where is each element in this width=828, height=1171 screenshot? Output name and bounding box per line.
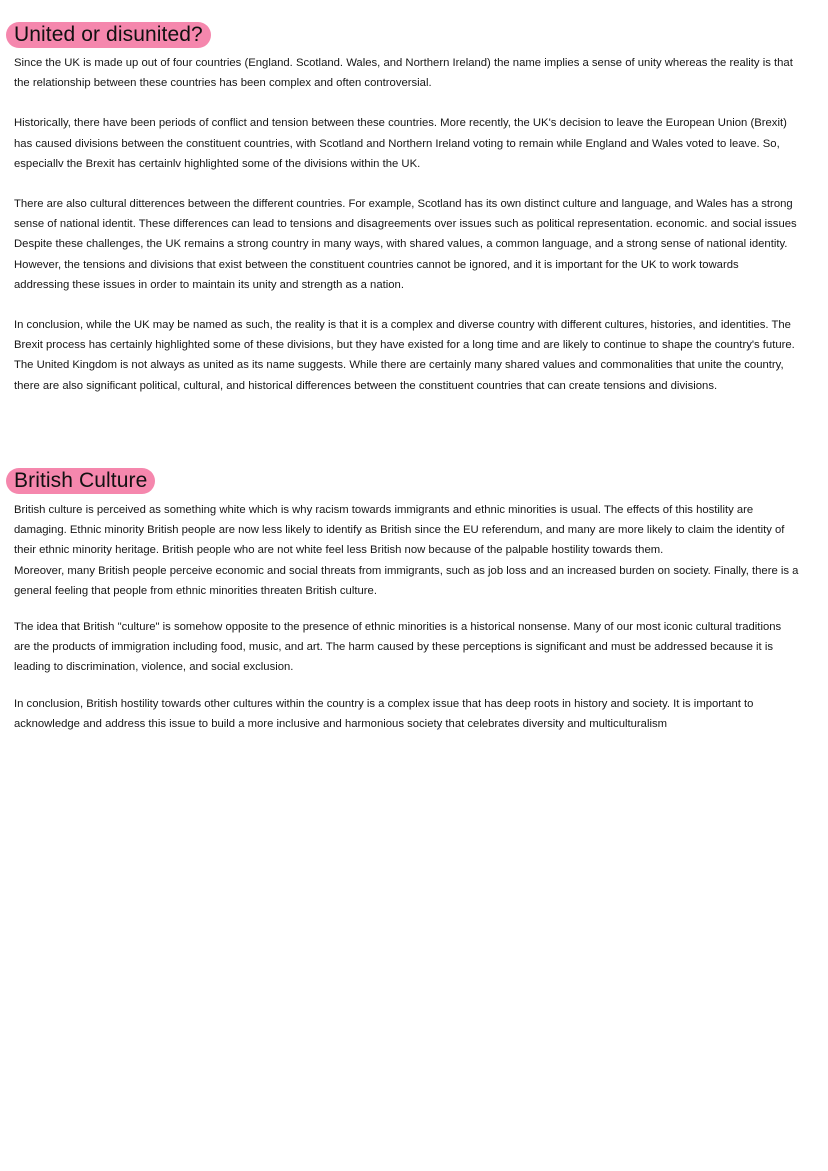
paragraph: There are also cultural ditterences between the different countries. For example, Scotland has its own distinct culture and language, and Wales has a strong sense of national identit. These differences can lead to tensions and disagreements over issues such as political representation. economic. and social issues Despite these challenges, the UK remains a strong country in many ways, with shared values, a common language, and a strong sense of national identity. However, the tensions and divisions that exist between the constituent countries cannot be ignored, and it is important for the UK to work towards addressing these issues in order to maintain its unity and strength as a nation. [14,198,797,291]
paragraph: Since the UK is made up out of four countries (England. Scotland. Wales, and Northern Ireland) the name implies a sense of unity whereas the reality is that the relationship between these countries has been complex and often controversial. [14,57,793,90]
paragraph: In conclusion, while the UK may be named as such, the reality is that it is a complex and diverse country with different cultures, histories, and identities. The Brexit process has certainly highlighted some of these divisions, but they have existed for a long time and are likely to continue to shape the country's future. The United Kingdom is not always as united as its name suggests. While there are certainly many shared values and commonalities that unite the country, there are also significant political, cultural, and historical differences between the constituent countries that can create tensions and divisions. [14,319,795,392]
paragraph: Historically, there have been periods of conflict and tension between these countries. More recently, the UK's decision to leave the European Union (Brexit) has caused divisions between the constituent countries, with Scotland and Northern Ireland voting to remain while England and Wales voted to leave. So, especiallv the Brexit has certainlv highlighted some of the divisions within the UK. [14,117,787,170]
paragraph: In conclusion, British hostility towards other cultures within the country is a complex issue that has deep roots in history and society. It is important to acknowledge and address this issue to build a more inclusive and harmonious society that celebrates diversity and multiculturalism [14,697,754,730]
section-heading: British Culture [6,468,155,494]
paragraph: British culture is perceived as something white which is why racism towards immigrants and ethnic minorities is usual. The effects of this hostility are damaging. Ethnic minority British people are now less likely to identify as British since the EU referendum, and many are more likely to claim the identity of their ethnic minority heritage. British people who are not white feel less British now because of the palpable hostility towards them. Moreover, many British people perceive economic and social threats from immigrants, such as job loss and an increased burden on society. Finally, there is a general feeling that people from ethnic minorities threaten British culture. [14,504,799,597]
section-heading: United or disunited? [6,22,211,48]
section-british-culture [14,468,814,750]
paragraph: The idea that British "culture" is somehow opposite to the presence of ethnic minorities is a historical nonsense. Many of our most iconic cultural traditions are the products of immigration including food, music, and art. The harm caused by these perceptions is significant and must be addressed because it is leading to discrimination, violence, and social exclusion. [14,621,782,674]
section-united-or-disunited [14,22,814,416]
